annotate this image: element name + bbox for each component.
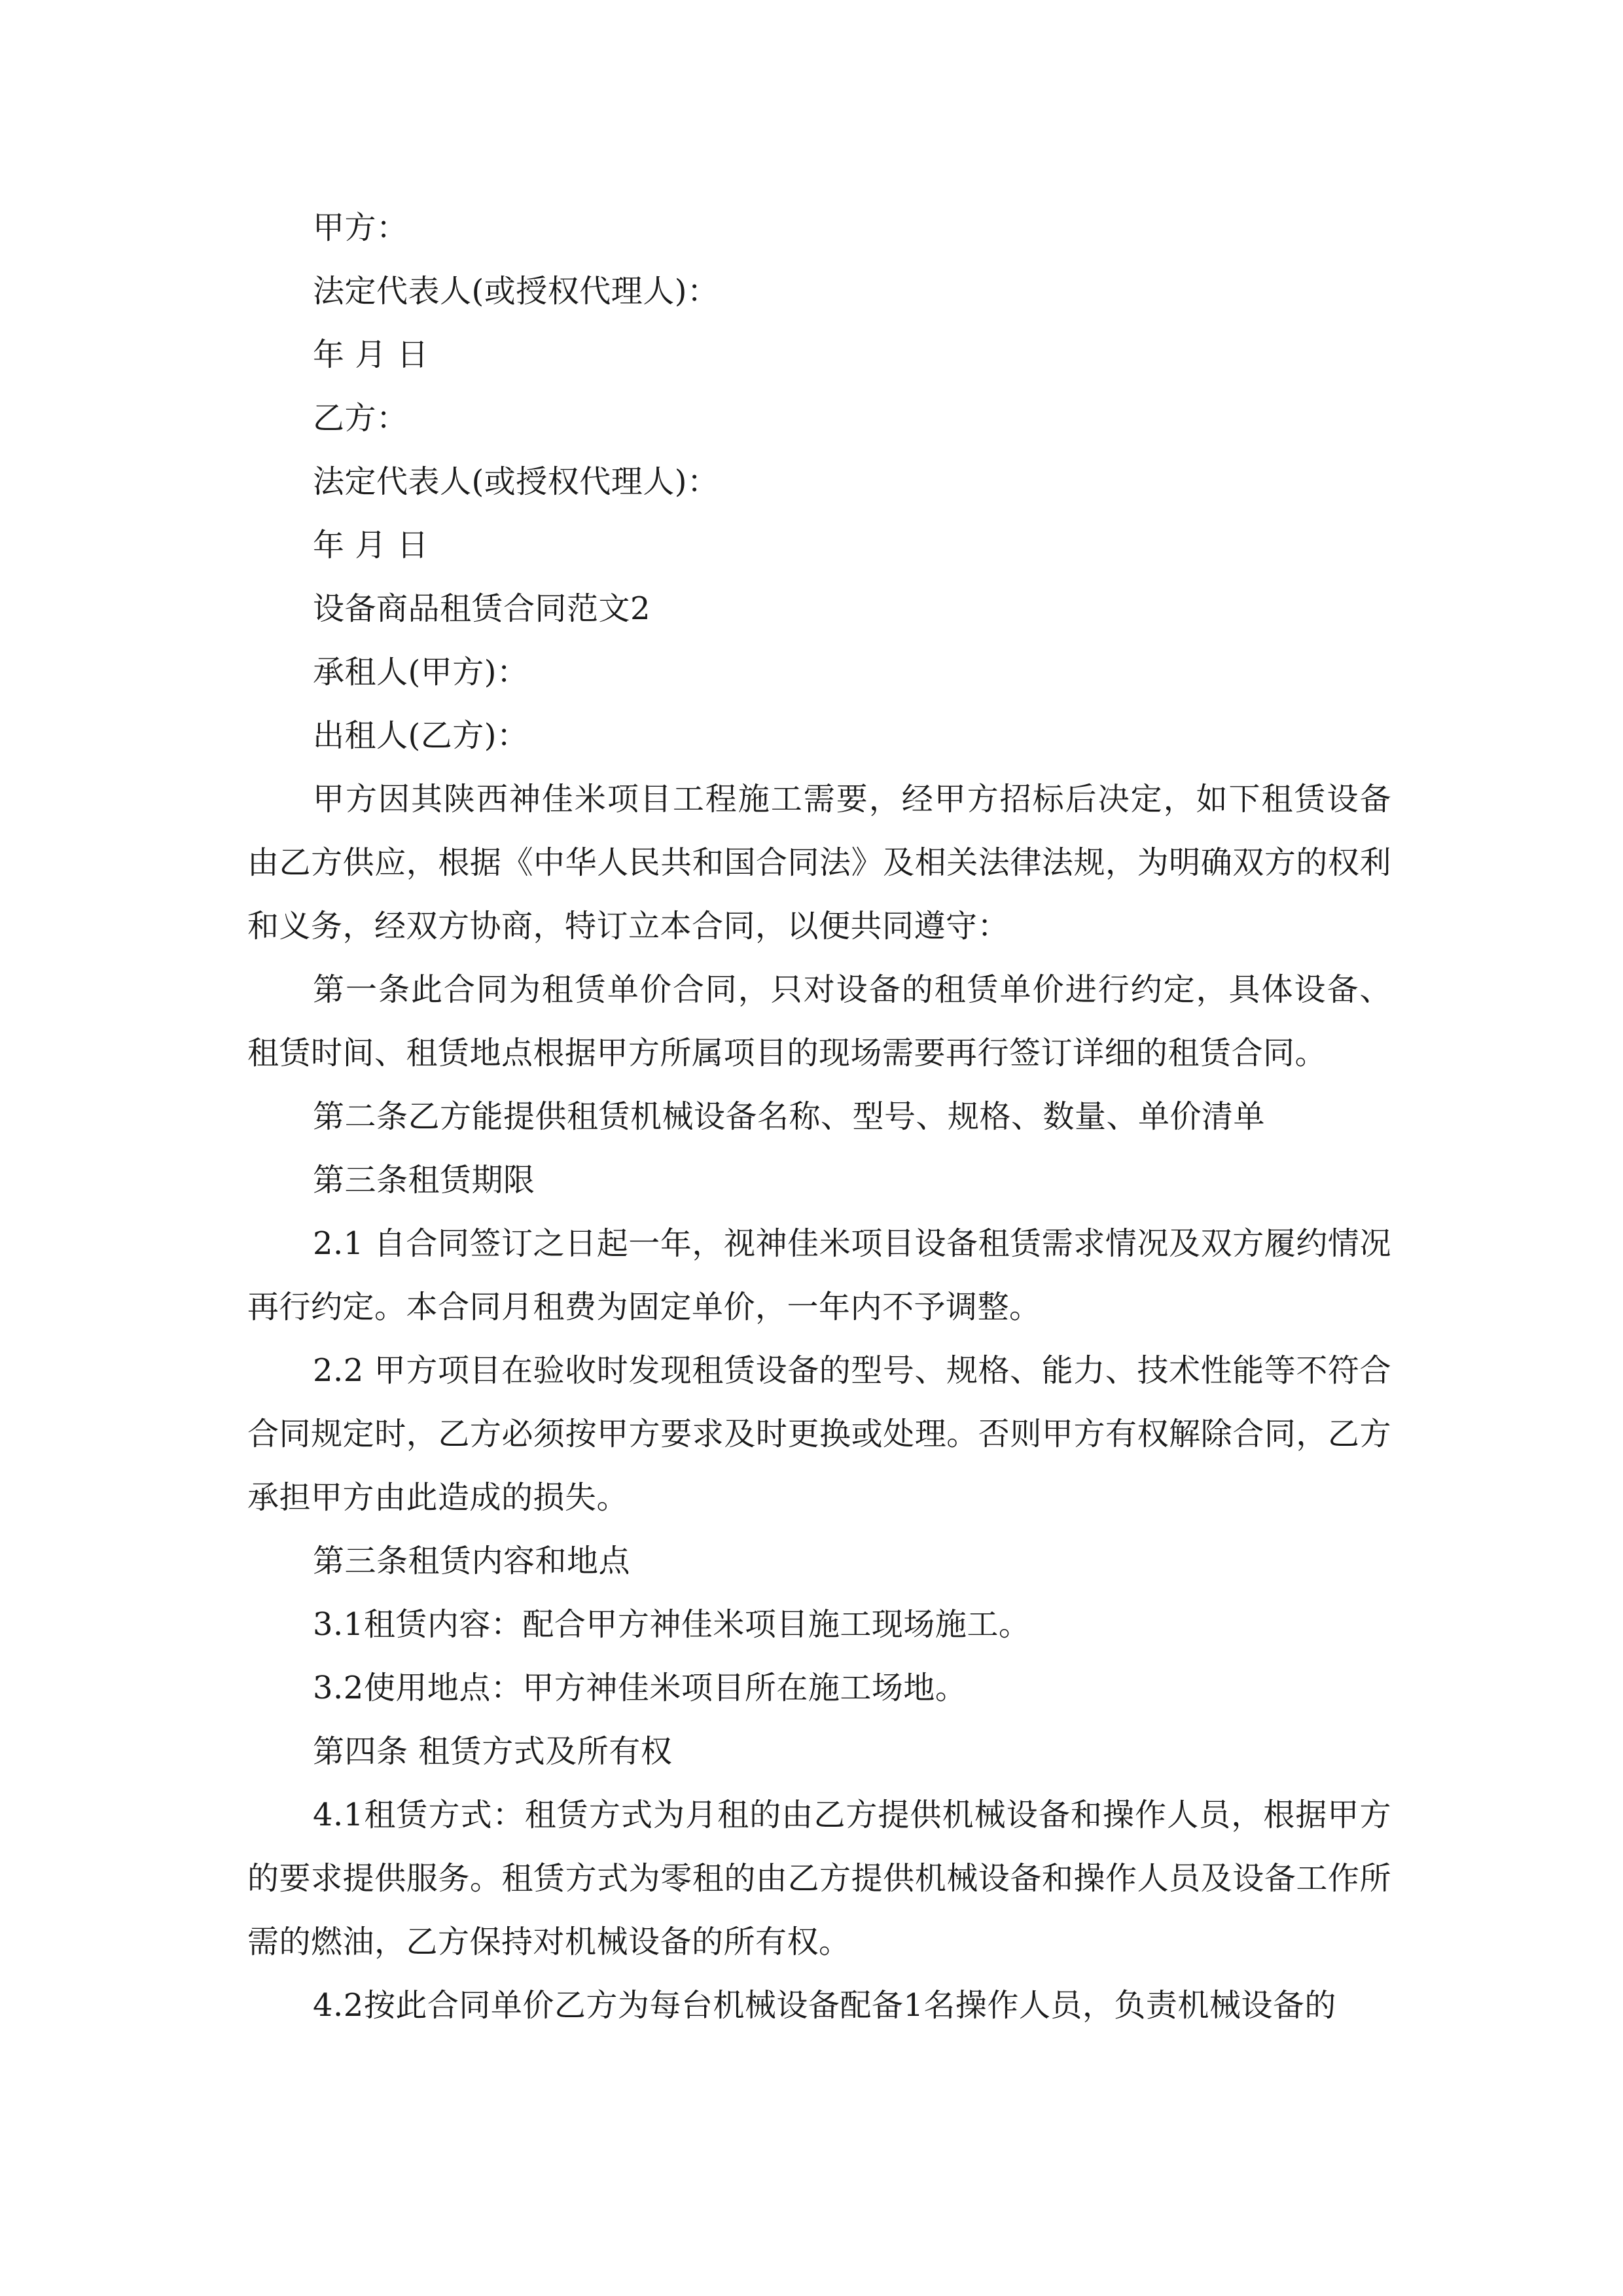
lessee-label: 承租人(甲方)：	[313, 654, 529, 691]
article-2: 第二条乙方能提供租赁机械设备名称、型号、规格、数量、单价清单	[313, 1098, 1266, 1135]
clause-3-1: 3.1租赁内容：配合甲方神佳米项目施工现场施工。	[313, 1606, 1031, 1643]
party-a-label: 甲方：	[313, 209, 408, 246]
document-title: 设备商品租赁合同范文2	[313, 590, 651, 627]
party-b-label: 乙方：	[313, 400, 408, 437]
clause-4-2: 4.2按此合同单价乙方为每台机械设备配备1名操作人员，负责机械设备的	[313, 1987, 1336, 2024]
article-3b-heading: 第三条租赁内容和地点	[313, 1543, 631, 1579]
party-a-representative: 法定代表人(或授权代理人)：	[313, 273, 719, 310]
party-a-date: 年 月 日	[313, 336, 429, 373]
party-b-date: 年 月 日	[313, 527, 429, 564]
clause-3-2: 3.2使用地点：甲方神佳米项目所在施工场地。	[313, 1670, 967, 1706]
article-4-heading: 第四条 租赁方式及所有权	[313, 1733, 673, 1770]
document-body	[247, 196, 1391, 2037]
clause-4-1: 4.1租赁方式：租赁方式为月租的由乙方提供机械设备和操作人员，根据甲方的要求提供服务。租赁方式为零租的由乙方提供机械设备和操作人员及设备工作所需的燃油，乙方保持对机械设备的所有权。	[247, 1797, 1391, 1960]
party-b-representative: 法定代表人(或授权代理人)：	[313, 463, 719, 500]
clause-2-2: 2.2 甲方项目在验收时发现租赁设备的型号、规格、能力、技术性能等不符合合同规定时，乙方必须按甲方要求及时更换或处理。否则甲方有权解除合同，乙方承担甲方由此造成的损失。	[247, 1352, 1391, 1516]
clause-2-1: 2.1 自合同签订之日起一年，视神佳米项目设备租赁需求情况及双方履约情况再行约定。本合同月租费为固定单价，一年内不予调整。	[247, 1225, 1391, 1325]
lessor-label: 出租人(乙方)：	[313, 717, 529, 754]
article-3-heading: 第三条租赁期限	[313, 1162, 535, 1198]
article-1: 第一条此合同为租赁单价合同，只对设备的租赁单价进行约定，具体设备、租赁时间、租赁地点根据甲方所属项目的现场需要再行签订详细的租赁合同。	[247, 971, 1391, 1071]
preamble-paragraph: 甲方因其陕西神佳米项目工程施工需要，经甲方招标后决定，如下租赁设备由乙方供应，根据《中华人民共和国合同法》及相关法律法规，为明确双方的权利和义务，经双方协商，特订立本合同，以便共同遵守：	[247, 781, 1391, 944]
